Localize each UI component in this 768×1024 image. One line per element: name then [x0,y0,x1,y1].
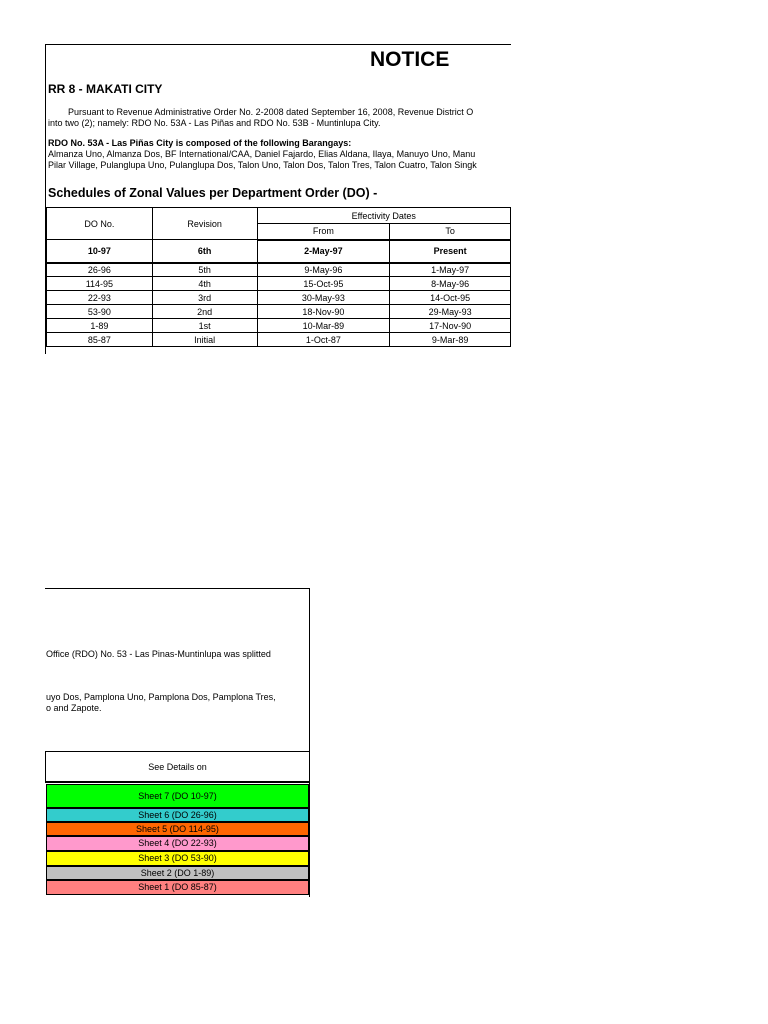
sheet-link[interactable]: Sheet 7 (DO 10-97) [46,784,309,808]
cell-from: 9-May-96 [257,263,390,277]
cell-do: 26-96 [47,263,153,277]
header-do-no: DO No. [47,208,153,240]
barangays-continuation-1: uyo Dos, Pamplona Uno, Pamplona Dos, Pamplona Tres, [46,692,276,702]
notice-title: NOTICE [370,48,450,71]
cell-revision: 4th [152,277,257,291]
cell-from: 18-Nov-90 [257,305,390,319]
barangays-line-1: Almanza Uno, Almanza Dos, BF International/CAA, Daniel Fajardo, Elias Aldana, Ilaya, Manuyo Uno, Manu [48,149,476,159]
cell-to: 17-Nov-90 [390,319,511,333]
barangays-continuation-2: o and Zapote. [46,703,102,713]
cell-from: 2-May-97 [257,240,390,263]
sheet-link[interactable]: Sheet 1 (DO 85-87) [46,880,309,895]
cell-to: 9-Mar-89 [390,333,511,347]
sheet-link[interactable]: Sheet 4 (DO 22-93) [46,836,309,851]
zonal-values-table [46,207,511,347]
cell-to: 14-Oct-95 [390,291,511,305]
cell-revision: Initial [152,333,257,347]
cell-revision: 1st [152,319,257,333]
cell-to: 8-May-96 [390,277,511,291]
sheet-link[interactable]: Sheet 3 (DO 53-90) [46,851,309,866]
cell-revision: 6th [152,240,257,263]
cell-to: Present [390,240,511,263]
cell-to: 29-May-93 [390,305,511,319]
rr-heading: RR 8 - MAKATI CITY [48,82,163,96]
table-row [47,277,511,291]
cell-do: 85-87 [47,333,153,347]
cell-from: 15-Oct-95 [257,277,390,291]
sheet-link[interactable]: Sheet 5 (DO 114-95) [46,822,309,836]
schedule-heading: Schedules of Zonal Values per Department Order (DO) - [48,186,378,200]
header-effectivity: Effectivity Dates [257,208,510,224]
cell-do: 53-90 [47,305,153,319]
rdo-heading: RDO No. 53A - Las Piñas City is composed of the following Barangays: [48,138,352,148]
cell-do: 10-97 [47,240,153,263]
header-revision: Revision [152,208,257,240]
cell-from: 1-Oct-87 [257,333,390,347]
cell-revision: 2nd [152,305,257,319]
header-to: To [390,224,511,240]
barangays-line-2: Pilar Village, Pulanglupa Uno, Pulanglupa Dos, Talon Uno, Talon Dos, Talon Tres, Talon Cuatro, Talon Singk [48,160,477,170]
cell-revision: 5th [152,263,257,277]
cell-from: 10-Mar-89 [257,319,390,333]
table-row [47,319,511,333]
table-row [47,333,511,347]
paragraph-continuation: Office (RDO) No. 53 - Las Pinas-Muntinlupa was splitted [46,649,271,659]
cell-from: 30-May-93 [257,291,390,305]
table-row [47,305,511,319]
cell-do: 1-89 [47,319,153,333]
paragraph-line-2: into two (2); namely: RDO No. 53A - Las Piñas and RDO No. 53B - Muntinlupa City. [48,118,381,128]
table-row [47,263,511,277]
see-details-header: See Details on [45,751,309,783]
cell-revision: 3rd [152,291,257,305]
cell-do: 22-93 [47,291,153,305]
sheet-link[interactable]: Sheet 6 (DO 26-96) [46,808,309,822]
sheet-link[interactable]: Sheet 2 (DO 1-89) [46,866,309,880]
header-from: From [257,224,390,240]
table-row [47,240,511,263]
cell-do: 114-95 [47,277,153,291]
cell-to: 1-May-97 [390,263,511,277]
paragraph-line-1: Pursuant to Revenue Administrative Order No. 2-2008 dated September 16, 2008, Revenue District O [68,107,474,117]
table-row [47,291,511,305]
